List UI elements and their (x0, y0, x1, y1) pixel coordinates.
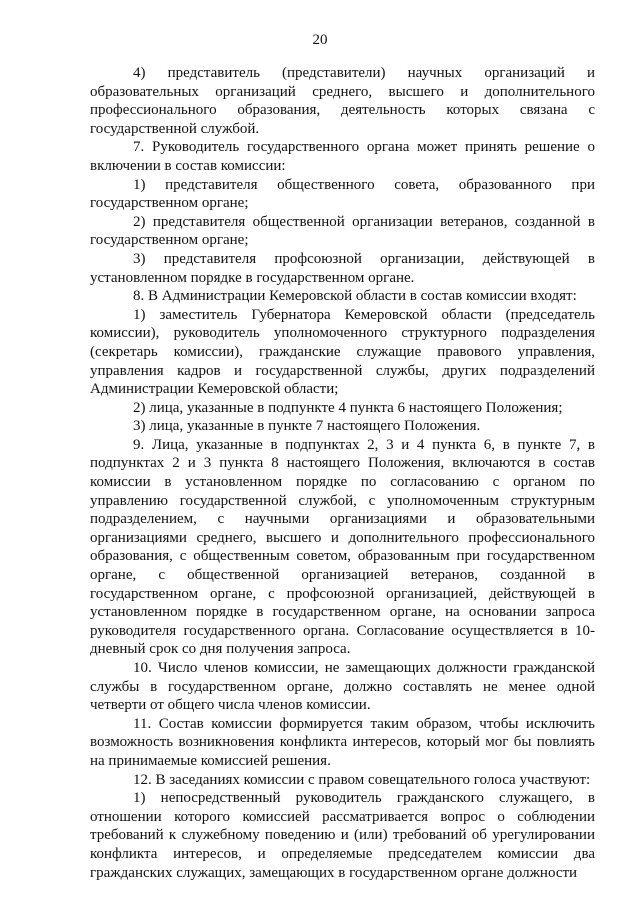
paragraph-7-1: 1) представителя общественного совета, образованного при государственном органе; (90, 176, 595, 212)
paragraph-8: 8. В Администрации Кемеровской области в состав комиссии входят: (133, 288, 577, 305)
paragraph-8-1: 1) заместитель Губернатора Кемеровской области (председатель комиссии), руководитель уполномоченного структурного подразделения (секретарь комиссии), гражданские служащие правового управления, управления кадров и государственной службы, других подразделений Администрации Кемеровской области; (90, 306, 595, 398)
paragraph-12: 12. В заседаниях комиссии с правом совещательного голоса участвуют: (133, 771, 591, 788)
paragraph-8-3: 3) лица, указанные в пункте 7 настоящего Положения. (133, 418, 481, 435)
paragraph-10: 10. Число членов комиссии, не замещающих должности гражданской службы в государственном органе, должно составлять не менее одной четверти от общего числа членов комиссии. (90, 660, 595, 714)
paragraph-6-4: 4) представитель (представители) научных организаций и образовательных организаций среднего, высшего и дополнительного профессионального образования, деятельность которых связана с государственной службой. (90, 65, 595, 137)
document-body (90, 64, 595, 882)
paragraph-7: 7. Руководитель государственного органа может принять решение о включении в состав комиссии: (90, 139, 595, 174)
paragraph-12-1: 1) непосредственный руководитель гражданского служащего, в отношении которого комиссией рассматривается вопрос о соблюдении требований к служебному поведению и (или) требований об урегулировании конфликта интересов, и определяемые председателем комиссии два гражданских служащих, замещающих в государственном органе должности (90, 790, 595, 881)
paragraph-7-2: 2) представителя общественной организации ветеранов, созданной в государственном органе; (90, 213, 595, 249)
paragraph-11: 11. Состав комиссии формируется таким образом, чтобы исключить возможность возникновения конфликта интересов, который мог бы повлиять на принимаемые комиссией решения. (90, 715, 595, 769)
paragraph-8-2: 2) лица, указанные в подпункте 4 пункта 6 настоящего Положения; (133, 399, 563, 416)
paragraph-9: 9. Лица, указанные в подпунктах 2, 3 и 4 пункта 6, в пункте 7, в подпунктах 2 и 3 пункта 8 настоящего Положения, включаются в состав комиссии в установленном порядке по согласованию с органом по управлению государственной службой, с уполномоченным структурным подразделением, с научными организациями и образовательными организациями среднего, высшего и дополнительного профессионального образования, с общественным советом, образованным при государственном органе, с общественной организацией ветеранов, созданной в государственном органе, с профсоюзной организацией, действующей в установленном порядке в государственном органе, на основании запроса руководителя государственного органа. Согласование осуществляется в 10-дневный срок со дня получения запроса. (90, 436, 595, 658)
page-number: 20 (312, 32, 328, 48)
paragraph-7-3: 3) представителя профсоюзной организации, действующей в установленном порядке в государственном органе. (90, 250, 595, 286)
